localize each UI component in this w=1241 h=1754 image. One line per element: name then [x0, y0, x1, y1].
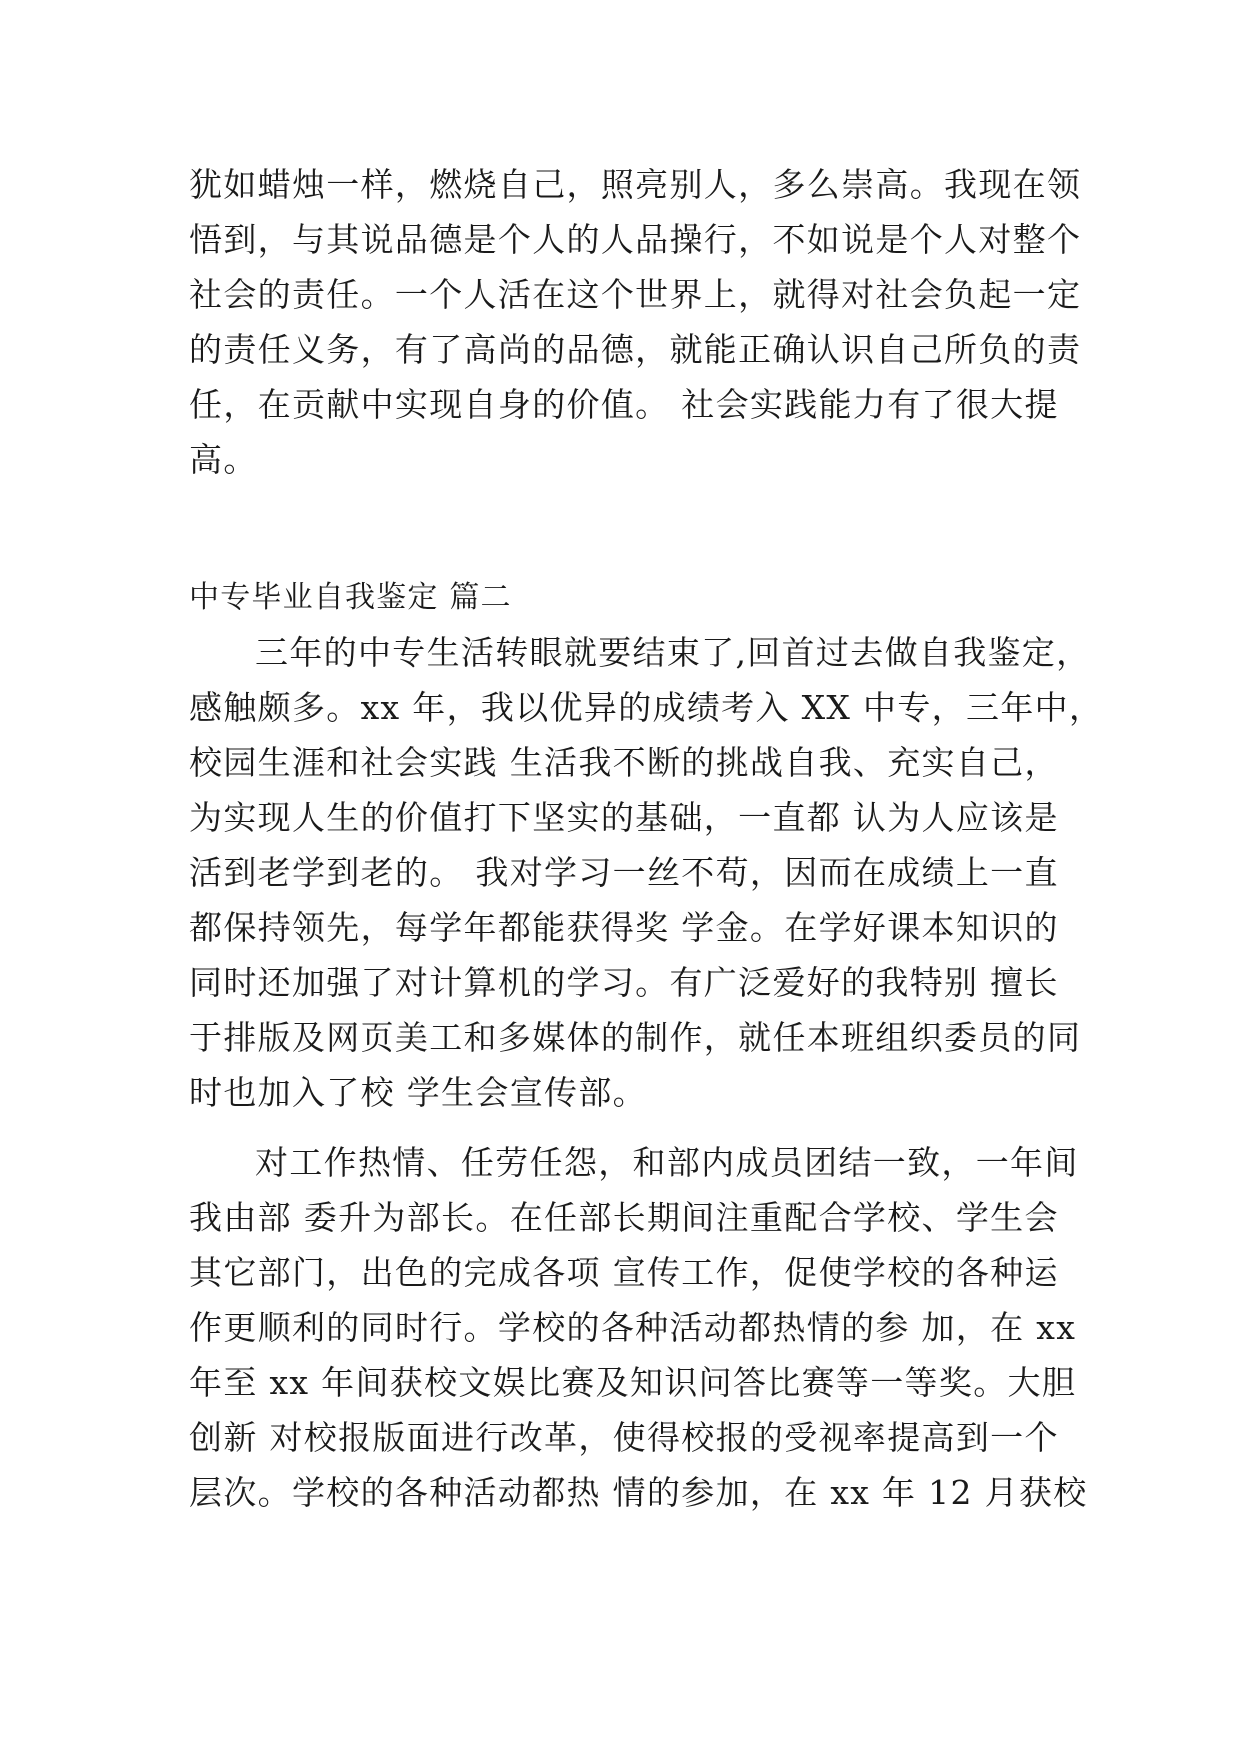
- paragraph-3-line-6: 创新 对校报版面进行改革，使得校报的受视率提高到一个: [189, 1418, 1059, 1457]
- paragraph-3-line-3: 其它部门，出色的完成各项 宣传工作，促使学校的各种运: [189, 1253, 1059, 1292]
- paragraph-3-line-2: 我由部 委升为部长。在任部长期间注重配合学校、学生会: [189, 1198, 1059, 1237]
- paragraph-2-line-6: 都保持领先，每学年都能获得奖 学金。在学好课本知识的: [189, 908, 1059, 947]
- paragraph-1-line-6: 高。: [189, 440, 258, 479]
- paragraph-1-line-1: 犹如蜡烛一样，燃烧自己，照亮别人，多么崇高。我现在领: [189, 165, 1082, 204]
- paragraph-2-line-8: 于排版及网页美工和多媒体的制作，就任本班组织委员的同: [189, 1018, 1082, 1057]
- paragraph-3-line-5: 年至 xx 年间获校文娱比赛及知识问答比赛等一等奖。大胆: [189, 1363, 1077, 1402]
- section-heading: 中专毕业自我鉴定 篇二: [189, 580, 512, 615]
- paragraph-2-line-7: 同时还加强了对计算机的学习。有广泛爱好的我特别 擅长: [189, 963, 1059, 1002]
- paragraph-1-line-3: 社会的责任。一个人活在这个世界上，就得对社会负起一定: [189, 275, 1082, 314]
- paragraph-2-line-5: 活到老学到老的。 我对学习一丝不苟，因而在成绩上一直: [189, 853, 1059, 892]
- paragraph-3-line-7: 层次。学校的各种活动都热 情的参加，在 xx 年 12 月获校: [189, 1473, 1088, 1512]
- paragraph-1-line-2: 悟到，与其说品德是个人的人品操行，不如说是个人对整个: [189, 220, 1082, 259]
- paragraph-2-line-2: 感触颇多。xx 年，我以优异的成绩考入 XX 中专，三年中，: [189, 688, 1104, 727]
- paragraph-2-line-9: 时也加入了校 学生会宣传部。: [189, 1073, 647, 1112]
- paragraph-2-line-4: 为实现人生的价值打下坚实的基础，一直都 认为人应该是: [189, 798, 1059, 837]
- paragraph-3-line-4: 作更顺利的同时行。学校的各种活动都热情的参 加，在 xx: [189, 1308, 1077, 1347]
- paragraph-2-line-3: 校园生涯和社会实践 生活我不断的挑战自我、充实自己，: [189, 743, 1059, 782]
- paragraph-2-line-1: 三年的中专生活转眼就要结束了,回首过去做自我鉴定，: [255, 633, 1091, 672]
- paragraph-1-line-5: 任，在贡献中实现自身的价值。 社会实践能力有了很大提: [189, 385, 1059, 424]
- paragraph-1-line-4: 的责任义务，有了高尚的品德，就能正确认识自己所负的责: [189, 330, 1082, 369]
- paragraph-3-line-1: 对工作热情、任劳任怨，和部内成员团结一致，一年间: [255, 1143, 1079, 1182]
